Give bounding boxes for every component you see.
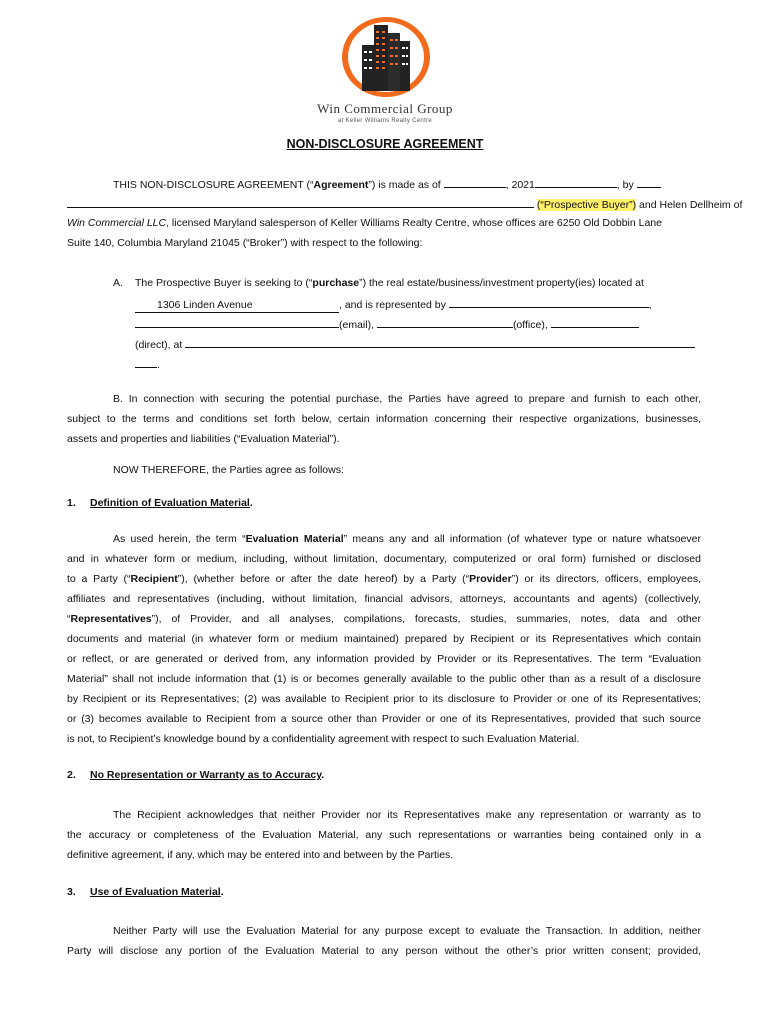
section-b-line-2: subject to the terms and conditions set forth below, certain information concerning their respective organizations, businesses, — [67, 413, 701, 425]
section-a-line-1: The Prospective Buyer is seeking to (“purchase”) the real estate/business/investment property(ies) located at — [135, 277, 644, 289]
section-1-line-10: or (3) becomes available to Recipient from a source other than Provider or one of its Representatives, provided that such source — [67, 713, 701, 725]
building-logo-icon — [336, 15, 436, 99]
now-therefore: NOW THEREFORE, the Parties agree as follows: — [113, 464, 344, 476]
section-2-line-1: The Recipient acknowledges that neither Provider nor its Representatives make any representation or warranty as to — [113, 809, 701, 821]
section-3-heading: Use of Evaluation Material. — [90, 886, 224, 898]
section-b-line-3: assets and properties and liabilities (“Evaluation Material”). — [67, 433, 340, 445]
page-title: NON-DISCLOSURE AGREEMENT — [286, 137, 484, 151]
represented-by-field[interactable] — [449, 296, 649, 308]
company-logo — [300, 15, 470, 125]
intro-line-2: (“Prospective Buyer”) and Helen Dellheim of — [67, 196, 742, 212]
date-extra-field[interactable] — [535, 176, 617, 188]
brand-subtitle: at Keller Williams Realty Centre — [338, 118, 432, 124]
party-name-field-start[interactable] — [637, 176, 661, 188]
intro-line-4: Suite 140, Columbia Maryland 21045 (“Broker”) with respect to the following: — [67, 237, 423, 249]
direct-at-field[interactable] — [185, 336, 695, 348]
section-1-heading: Definition of Evaluation Material. — [90, 497, 253, 509]
intro-line-3: Win Commercial LLC, licensed Maryland salesperson of Keller Williams Realty Centre, whose offices are 6250 Old Dobbin Lane — [67, 217, 662, 229]
intro-line-1: THIS NON-DISCLOSURE AGREEMENT (“Agreement”) is made as of , 2021 , by — [113, 176, 661, 192]
section-3-line-1: Neither Party will use the Evaluation Material for any purpose except to evaluate the Transaction. In addition, neither — [113, 925, 701, 937]
party-name-field[interactable] — [67, 196, 534, 208]
office-field[interactable] — [377, 316, 513, 328]
section-2-heading: No Representation or Warranty as to Accuracy. — [90, 769, 325, 781]
section-2-line-3: definitive agreement, if any, which may be entered into and between by the Parties. — [67, 849, 454, 861]
section-a-line-5: . — [135, 356, 160, 372]
section-1-line-7: or reflect, or are generated or derived from, any information provided by Provider or its Representatives. The term “Evaluation — [67, 653, 701, 665]
section-a-line-4: (direct), at — [135, 336, 695, 352]
prospective-buyer-highlight: (“Prospective Buyer”) — [536, 199, 637, 211]
section-a-marker: A. — [113, 277, 123, 289]
section-2-line-2: the accuracy or completeness of the Evaluation Material, any such representations or warranties being contained only in a — [67, 829, 701, 841]
section-2-number: 2. — [67, 769, 76, 781]
direct-field[interactable] — [551, 316, 639, 328]
section-a-line-3: (email), (office), — [135, 316, 639, 332]
section-1-line-5: “Representatives”), of Provider, and all analyses, compilations, forecasts, studies, summaries, notes, data and other — [67, 613, 701, 625]
section-1-line-3: to a Party (“Recipient”), (whether before or after the date hereof) by a Party (“Provider”) or its directors, officers, employees, — [67, 573, 701, 585]
section-1-line-6: documents and material (in whatever form or medium maintained) prepared by Recipient or its Representatives which contain — [67, 633, 701, 645]
section-1-number: 1. — [67, 497, 76, 509]
section-b-line-1: B. In connection with securing the potential purchase, the Parties have agreed to prepare and furnish to each other, — [113, 393, 701, 405]
section-1-line-2: and in whatever form or medium, including, without limitation, documentary, computerized or oral form) furnished or disclosed — [67, 553, 701, 565]
section-1-line-9: by Recipient or its Representatives; (2) was available to Recipient prior to its disclosure to Provider or one of its Representatives; — [67, 693, 701, 705]
section-3-number: 3. — [67, 886, 76, 898]
section-3-line-2: Party will disclose any portion of the Evaluation Material to any person without the other’s prior written consent; provided, — [67, 945, 701, 957]
section-1-line-1: As used herein, the term “Evaluation Material” means any and all information (of whatever type or nature whatsoever — [113, 533, 701, 545]
final-blank-field[interactable] — [135, 356, 157, 368]
section-1-line-4: affiliates and representatives (including, without limitation, financial advisors, attorneys, accountants and agents) (collectively, — [67, 593, 701, 605]
date-day-field[interactable] — [444, 176, 506, 188]
section-1-line-11: is not, to Recipient’s knowledge bound by a confidentiality agreement with respect to such Evaluation Material. — [67, 733, 580, 745]
brand-name: Win Commercial Group — [317, 101, 453, 116]
email-field[interactable] — [135, 316, 339, 328]
section-1-line-8: Material” shall not include information that (1) is or becomes generally available to the public other than as a result of a disclosure — [67, 673, 701, 685]
address-field[interactable]: 1306 Linden Avenue — [135, 298, 339, 313]
section-a-line-2: 1306 Linden Avenue , and is represented by , — [135, 296, 652, 313]
